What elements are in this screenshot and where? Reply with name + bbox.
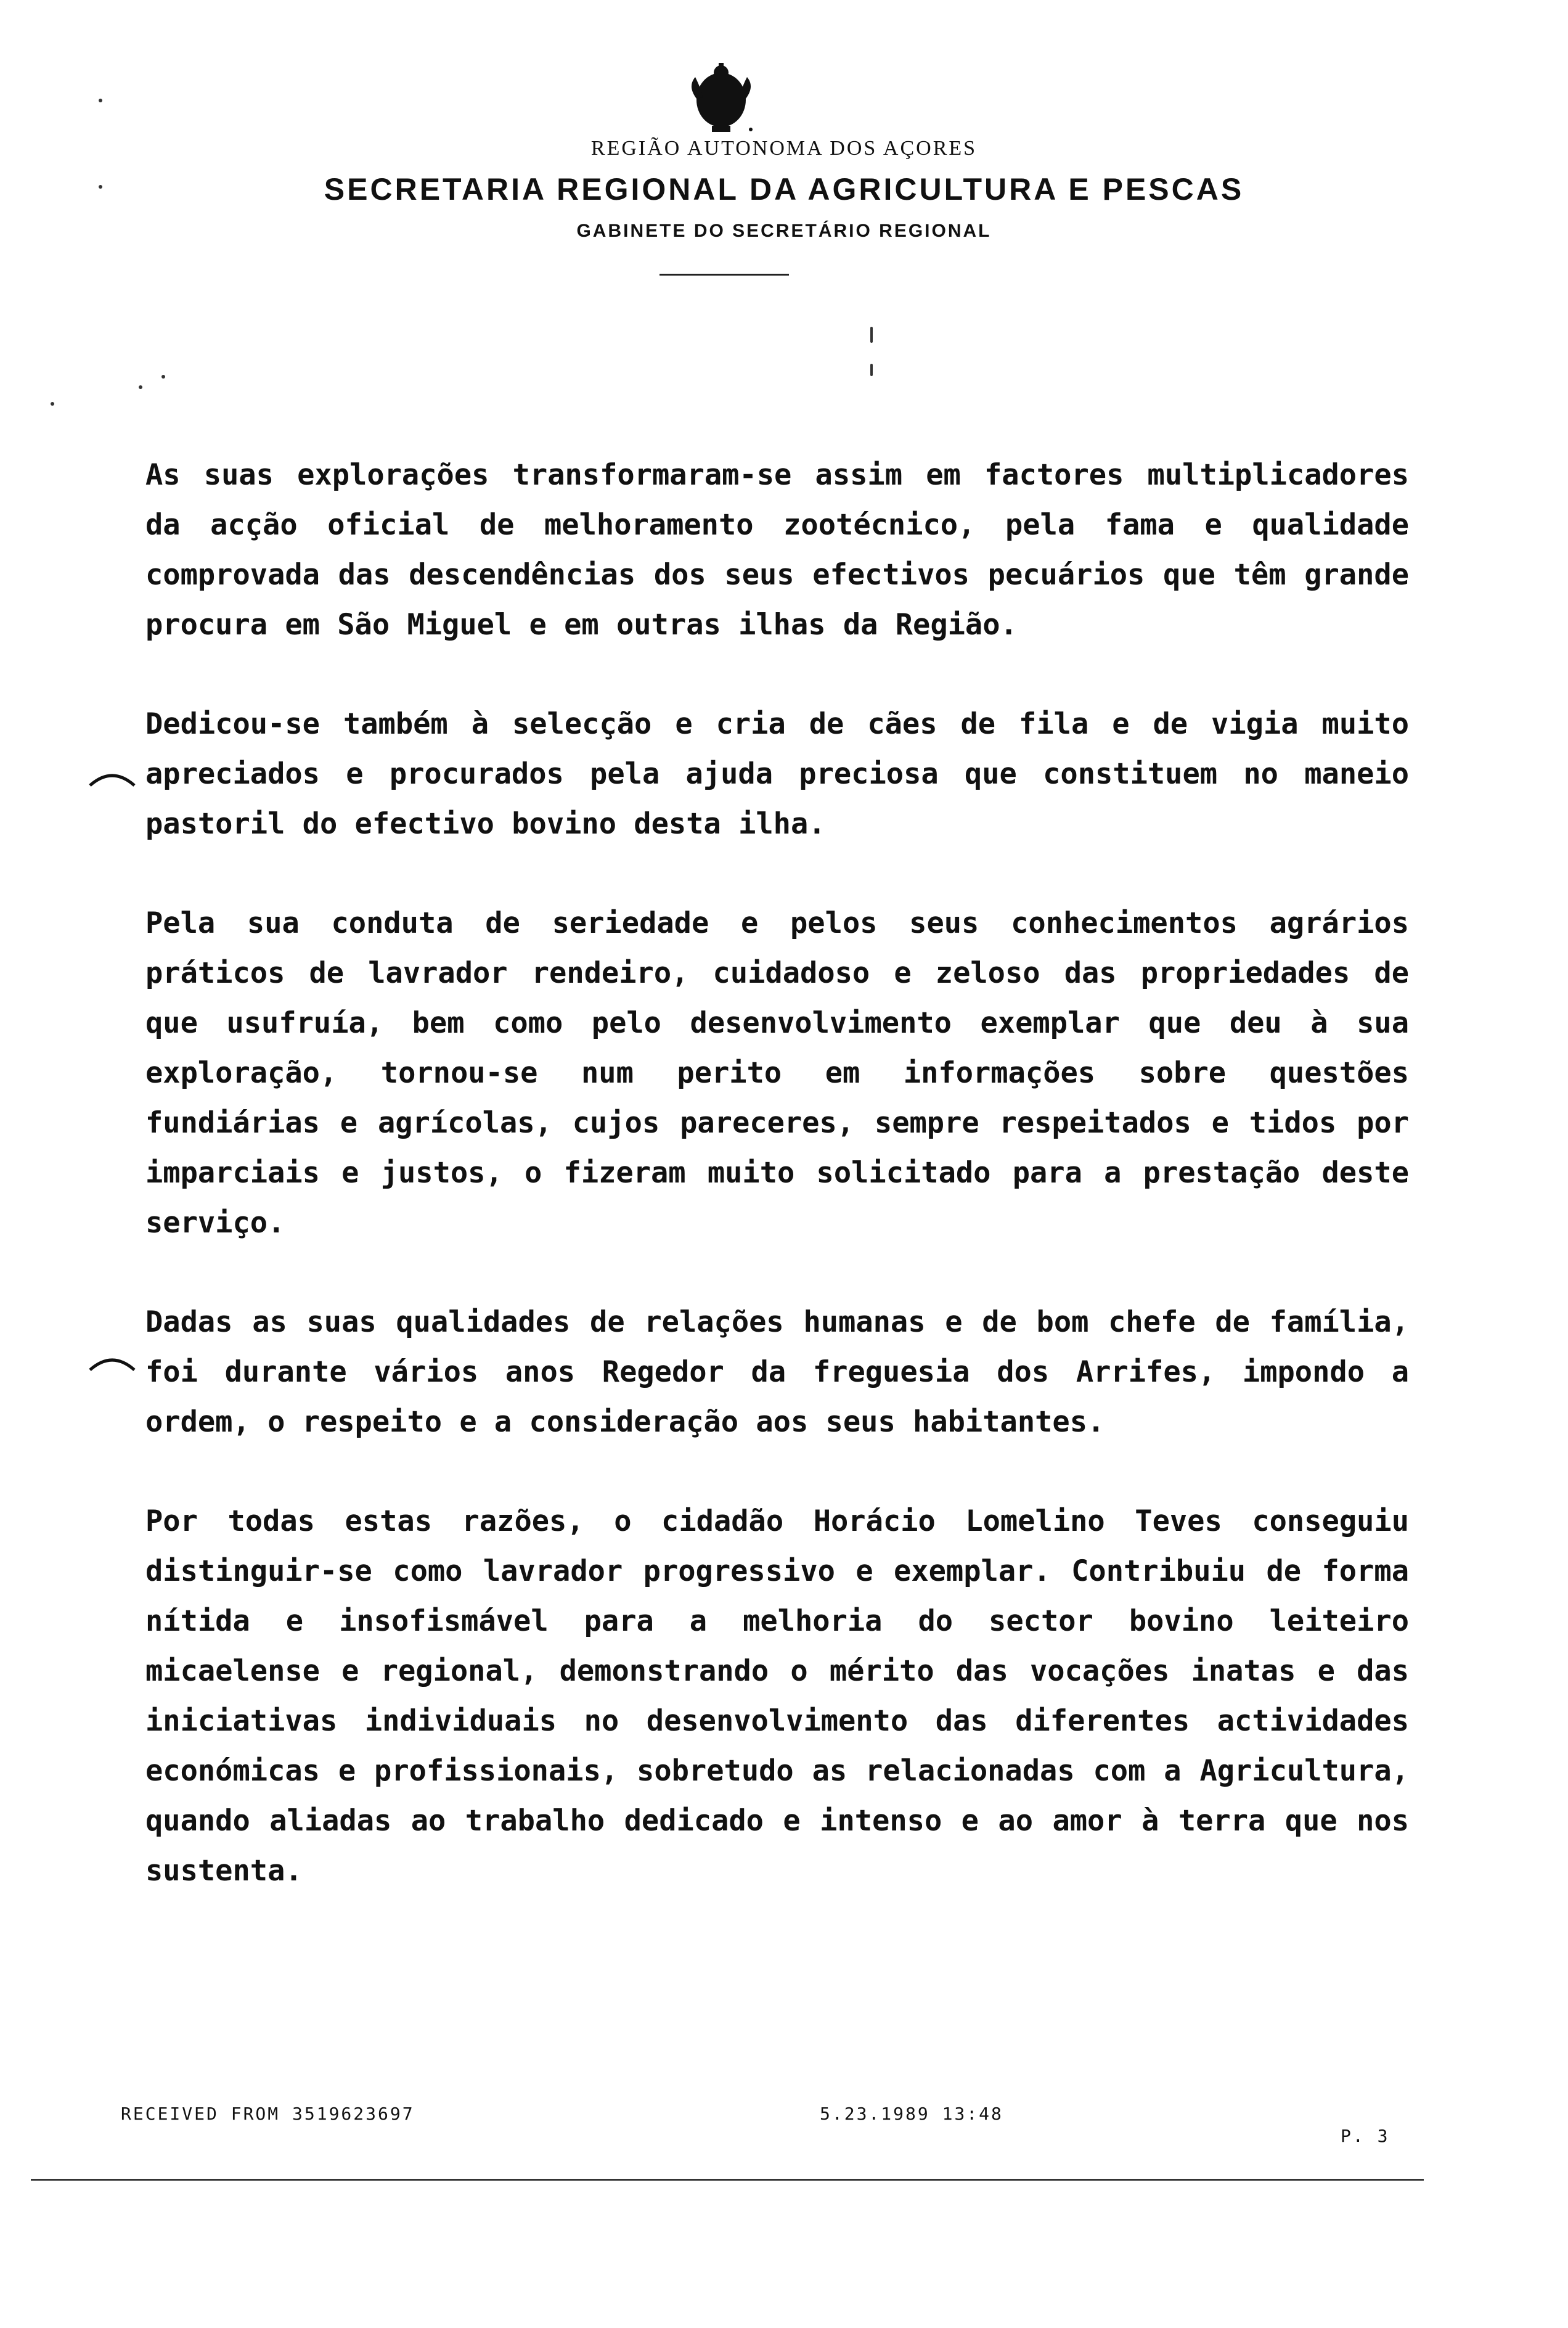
gabinete-subtitle: GABINETE DO SECRETÁRIO REGIONAL (576, 221, 992, 241)
paragraph: As suas explorações transformaram-se assim em factores multiplicadores da acção oficial de melhoramento zootécnico, pela fama e qualidade comprovada das descendências dos seus efectivos pecuários que têm grande procura em São Miguel e em outras ilhas da Região. (145, 458, 1409, 642)
fax-received-from: RECEIVED FROM 3519623697 (121, 2104, 415, 2124)
letter-body (145, 450, 1409, 1945)
fax-datetime: 5.23.1989 13:48 (820, 2104, 1003, 2124)
paragraph: Dedicou-se também à selecção e cria de cães de fila e de vigia muito apreciados e procurados pela ajuda preciosa que constituem no maneio pastoril do efectivo bovino desta ilha. (145, 707, 1409, 841)
header-divider (659, 274, 789, 276)
paragraph: Por todas estas razões, o cidadão Horácio Lomelino Teves conseguiu distinguir-se como lavrador progressivo e exemplar. Contribuiu de forma nítida e insofismável para a melhoria do sector bovino leiteiro micaelense e regional, demonstrando o mérito das vocações inatas e das iniciativas individuais no desenvolvimento das diferentes actividades económicas e profissionais, sobretudo as relacionadas com a Agricultura, quando aliadas ao trabalho dedicado e intenso e ao amor à terra que nos sustenta. (145, 1504, 1409, 1888)
fax-page-number: P. 3 (1341, 2126, 1390, 2146)
scan-speck (161, 375, 165, 379)
margin-arc-mark (88, 1354, 137, 1372)
footer-divider (31, 2179, 1424, 2181)
region-name: REGIÃO AUTONOMA DOS AÇORES (590, 137, 978, 160)
paragraph: Dadas as suas qualidades de relações humanas e de bom chefe de família, foi durante vários anos Regedor da freguesia dos Arrifes, impondo a ordem, o respeito e a consideração aos seus habitantes. (145, 1305, 1409, 1439)
scan-speck (870, 327, 873, 343)
scan-speck (139, 385, 142, 389)
coat-of-arms-icon (684, 62, 758, 136)
scan-speck (870, 364, 873, 376)
scan-speck (51, 402, 54, 406)
margin-arc-mark (88, 769, 137, 788)
scan-speck (99, 99, 102, 102)
scan-speck (99, 185, 102, 189)
paragraph: Pela sua conduta de seriedade e pelos seus conhecimentos agrários práticos de lavrador rendeiro, cuidadoso e zeloso das propriedades de que usufruía, bem como pelo desenvolvimento exemplar que deu à sua exploração, tornou-se num perito em informações sobre questões fundiárias e agrícolas, cujos pareceres, sempre respeitados e tidos por imparciais e justos, o fizeram muito solicitado para a prestação deste serviço. (145, 906, 1409, 1240)
secretaria-title: SECRETARIA REGIONAL DA AGRICULTURA E PESCAS (324, 172, 1244, 207)
